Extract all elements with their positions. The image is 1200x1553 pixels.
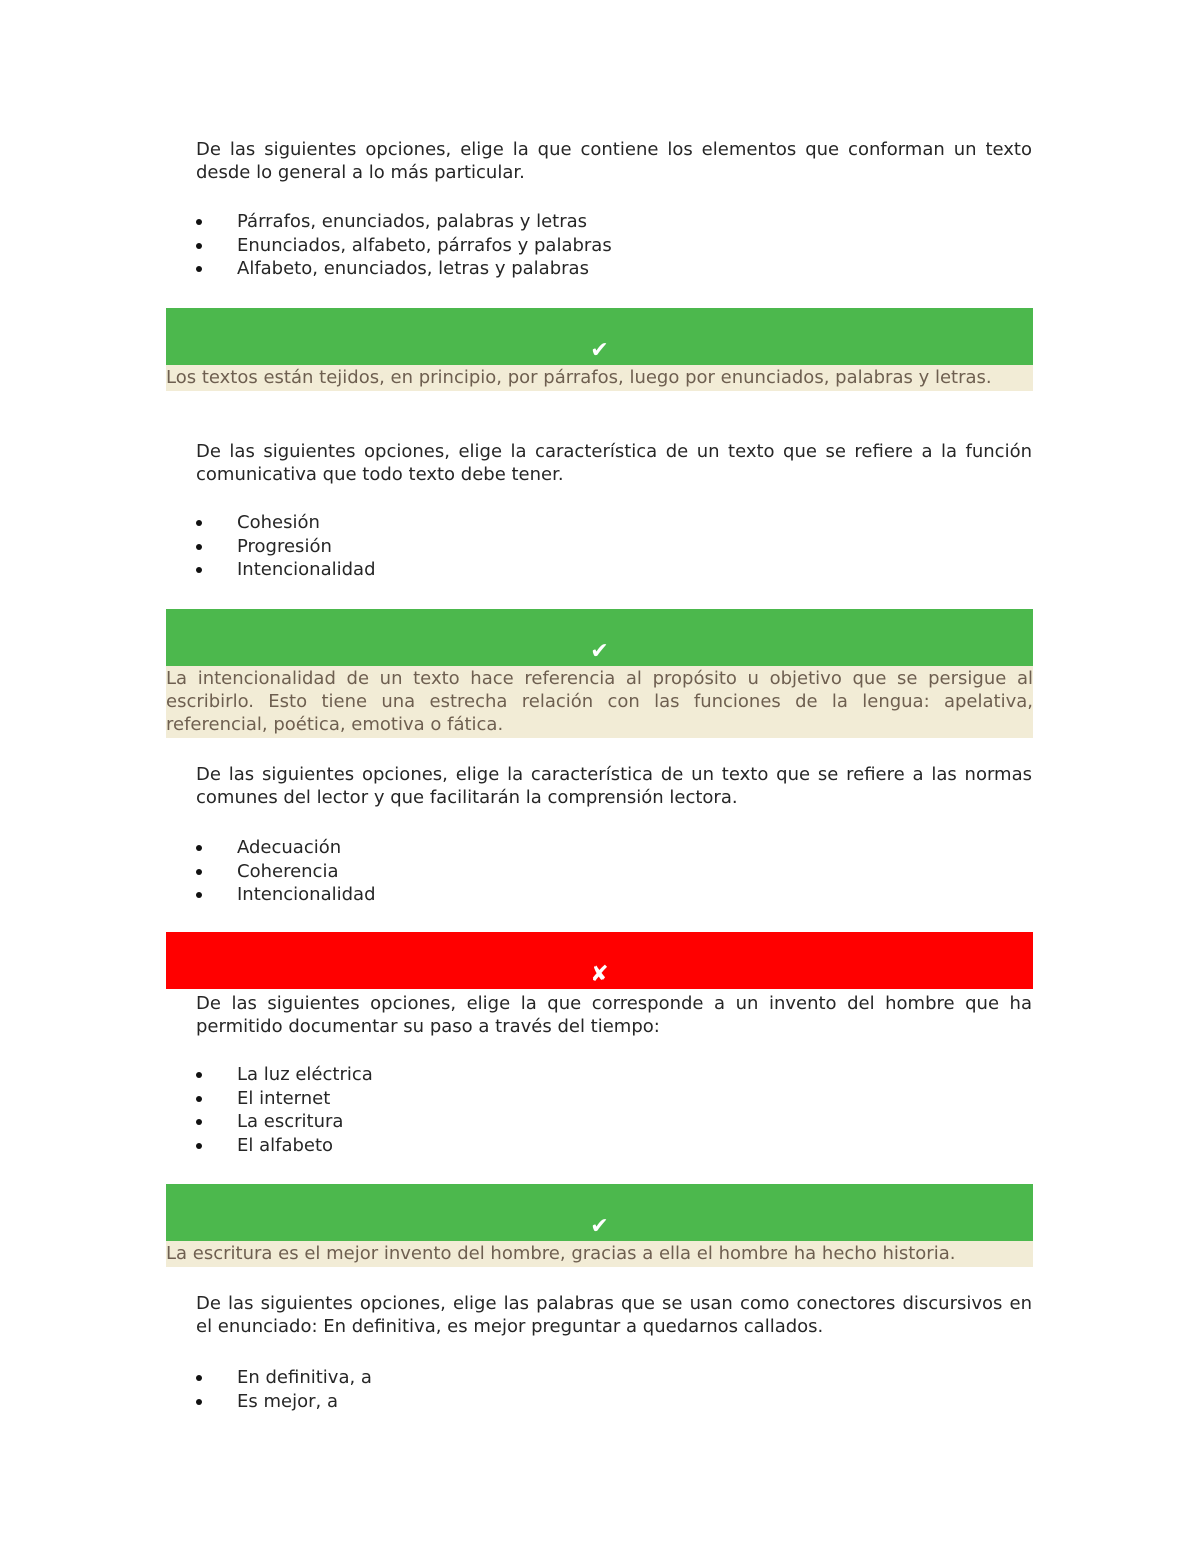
- feedback-text: Los textos están tejidos, en principio, por párrafos, luego por enunciados, palabras y letras.: [166, 365, 1033, 391]
- option: La escritura: [196, 1110, 373, 1134]
- option: Adecuación: [196, 836, 376, 860]
- feedback-text: La intencionalidad de un texto hace referencia al propósito u objetivo que se persigue al escribirlo. Esto tiene una estrecha relación con las funciones de la lengua: apelativa, referencial, poética, emotiva o fática.: [166, 666, 1033, 738]
- checkmark-icon: ✔: [590, 639, 609, 664]
- question-3-prompt: De las siguientes opciones, elige la característica de un texto que se refiere a las normas comunes del lector y que facilitarán la comprensión lectora.: [196, 764, 1032, 808]
- correct-result-bar: [166, 1184, 1033, 1241]
- option: En definitiva, a: [196, 1366, 372, 1390]
- option: Intencionalidad: [196, 883, 376, 907]
- option: Es mejor, a: [196, 1390, 372, 1414]
- option: Alfabeto, enunciados, letras y palabras: [196, 257, 612, 281]
- option: La luz eléctrica: [196, 1063, 373, 1087]
- question-2-prompt: De las siguientes opciones, elige la característica de un texto que se refiere a la función comunicativa que todo texto debe tener.: [196, 441, 1032, 485]
- option: Cohesión: [196, 511, 376, 535]
- checkmark-icon: ✔: [590, 338, 609, 363]
- question-1-prompt: De las siguientes opciones, elige la que contiene los elementos que conforman un texto desde lo general a lo más particular.: [196, 139, 1032, 183]
- option: El internet: [196, 1087, 373, 1111]
- option: Progresión: [196, 535, 376, 559]
- question-5-options: [196, 1366, 372, 1413]
- question-2-options: [196, 511, 376, 582]
- option: El alfabeto: [196, 1134, 373, 1158]
- question-3-options: [196, 836, 376, 907]
- feedback-text: La escritura es el mejor invento del hombre, gracias a ella el hombre ha hecho historia.: [166, 1241, 1033, 1267]
- question-4-prompt: De las siguientes opciones, elige la que corresponde a un invento del hombre que ha permitido documentar su paso a través del tiempo:: [196, 993, 1032, 1037]
- option: Coherencia: [196, 860, 376, 884]
- checkmark-icon: ✔: [590, 1214, 609, 1239]
- question-1-options: [196, 210, 612, 281]
- question-4-options: [196, 1063, 373, 1157]
- correct-result-bar: [166, 609, 1033, 666]
- incorrect-result-bar: [166, 932, 1033, 989]
- cross-icon: ✘: [590, 962, 609, 987]
- question-5-prompt: De las siguientes opciones, elige las palabras que se usan como conectores discursivos en el enunciado: En definitiva, es mejor preguntar a quedarnos callados.: [196, 1293, 1032, 1337]
- option: Intencionalidad: [196, 558, 376, 582]
- option: Párrafos, enunciados, palabras y letras: [196, 210, 612, 234]
- correct-result-bar: [166, 308, 1033, 365]
- option: Enunciados, alfabeto, párrafos y palabras: [196, 234, 612, 258]
